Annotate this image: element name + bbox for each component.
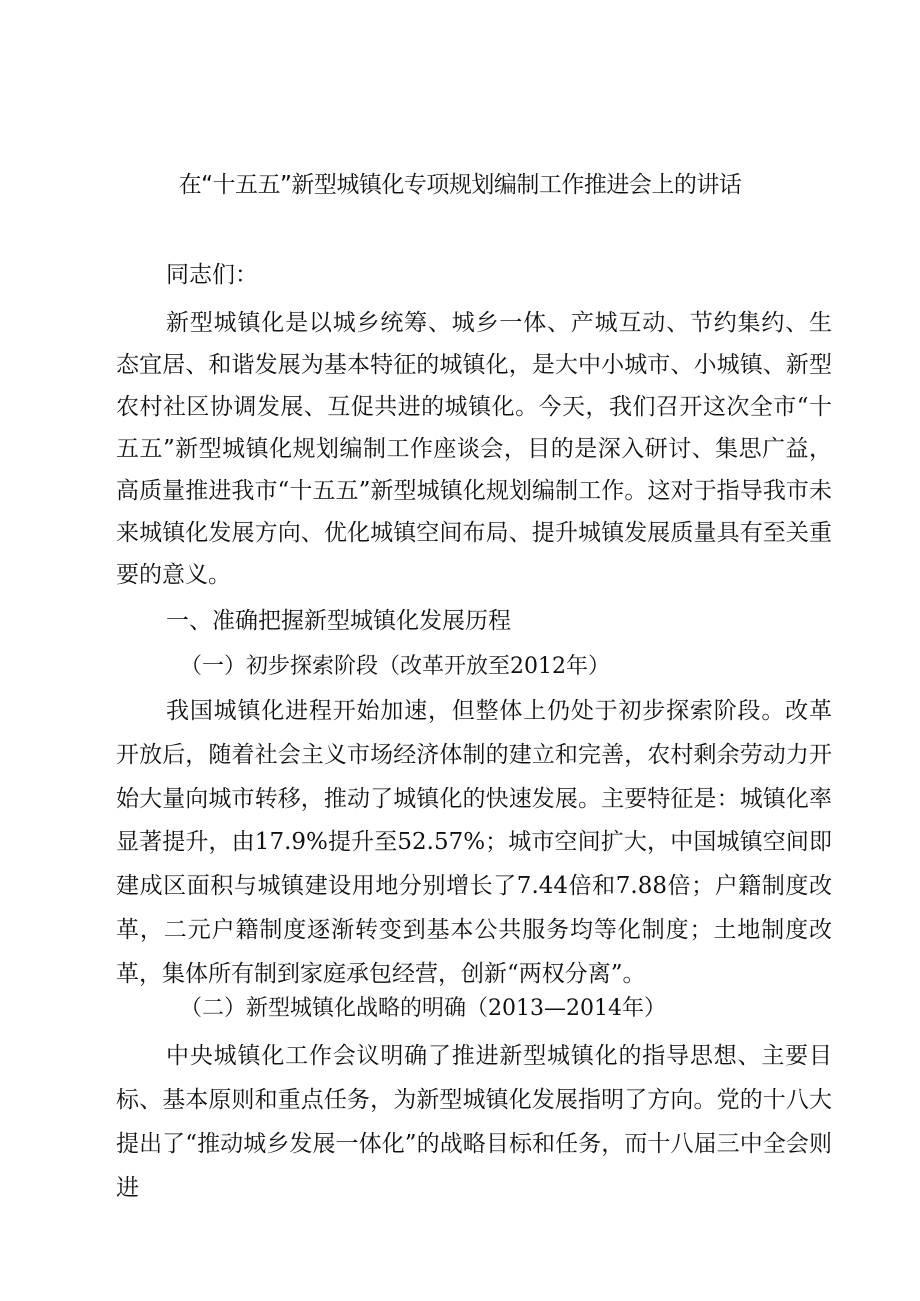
subsection-heading-1: （一）初步探索阶段（改革开放至2012年）	[180, 654, 610, 679]
section-heading-1: 一、准确把握新型城镇化发展历程	[166, 608, 511, 634]
salutation	[116, 254, 832, 296]
salutation-text: 同志们：	[166, 262, 258, 288]
paragraph-intro: 新型城镇化是以城乡统筹、城乡一体、产城互动、节约集约、生态宜居、和谐发展为基本特征的城镇化，是大中小城市、小城镇、新型农村社区协调发展、互促共进的城镇化。今天，我们召开这次全市“十五五”新型城镇化规划编制工作座谈会，目的是深入研讨、集思广益，高质量推进我市“十五五”新型城镇化规划编制工作。这对于指导我市未来城镇化发展方向、优化城镇空间布局、提升城镇发展质量具有至关重要的意义。	[116, 310, 832, 588]
document-title: 在“十五五”新型城镇化专项规划编制工作推进会上的讲话	[178, 172, 742, 198]
paragraph-stage2: 中央城镇化工作会议明确了推进新型城镇化的指导思想、主要目标、基本原则和重点任务，为新型城镇化发展指明了方向。党的十八大提出了“推动城乡发展一体化”的战略目标和任务，而十八届三中全会则进	[116, 1043, 832, 1201]
subsection-heading-2: （二）新型城镇化战略的明确（2013—2014年）	[180, 996, 666, 1021]
paragraph-stage1: 我国城镇化进程开始加速，但整体上仍处于初步探索阶段。改革开放后，随着社会主义市场经济体制的建立和完善，农村剩余劳动力开始大量向城市转移，推动了城镇化的快速发展。主要特征是：城镇化率显著提升，由17.9%提升至52.57%；城市空间扩大，中国城镇空间即建成区面积与城镇建设用地分别增长了7.44倍和7.88倍；户籍制度改革，二元户籍制度逐渐转变到基本公共服务均等化制度；土地制度改革，集体所有制到家庭承包经营，创新“两权分离”。	[116, 698, 832, 987]
